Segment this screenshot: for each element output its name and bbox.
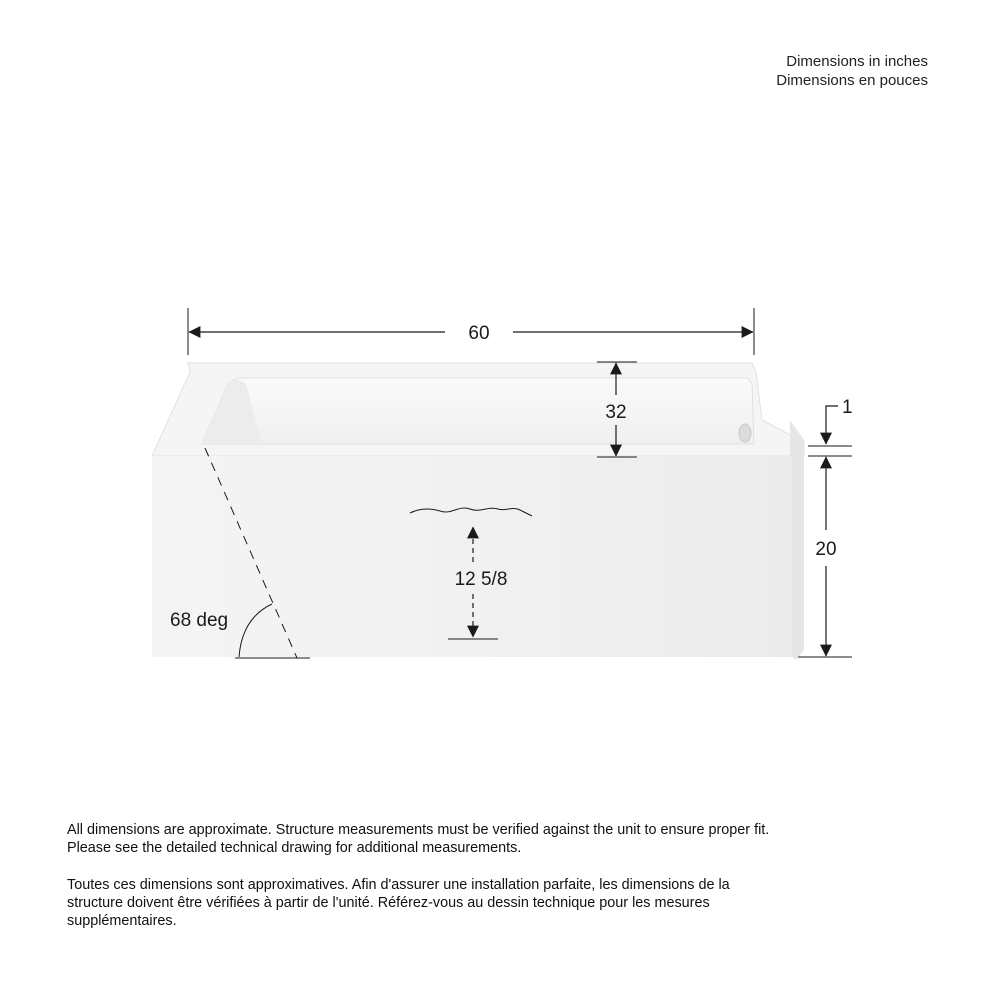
tub-apron: [152, 456, 792, 657]
rim-label: 32: [605, 402, 627, 423]
overflow-fitting: [739, 424, 751, 442]
dimension-apron: [798, 456, 852, 657]
flange-label: 1: [842, 397, 853, 418]
bathtub: [152, 363, 804, 660]
disclaimer-fr: Toutes ces dimensions sont approximatives. Afin d'assurer une installation parfaite, les dimensions de la structure doivent être vérifiées à partir de l'unité. Référez-vous au dessin technique pour les mesures supplémentaires.: [67, 877, 730, 929]
angle-label: 68 deg: [170, 610, 229, 631]
dimension-flange: [808, 397, 853, 446]
units-note-en: Dimensions in inches: [786, 53, 928, 70]
tub-basin: [202, 378, 754, 444]
disclaimer-en: All dimensions are approximate. Structure measurements must be verified against the unit to ensure proper fit. Please see the detailed technical drawing for additional measurements.: [67, 822, 770, 856]
dimension-length: [188, 308, 754, 355]
water-depth-label: 12 5/8: [454, 569, 508, 590]
apron-label: 20: [815, 539, 837, 560]
units-note-fr: Dimensions en pouces: [776, 72, 928, 89]
tub-side-flange: [790, 420, 804, 660]
length-label: 60: [468, 323, 490, 344]
